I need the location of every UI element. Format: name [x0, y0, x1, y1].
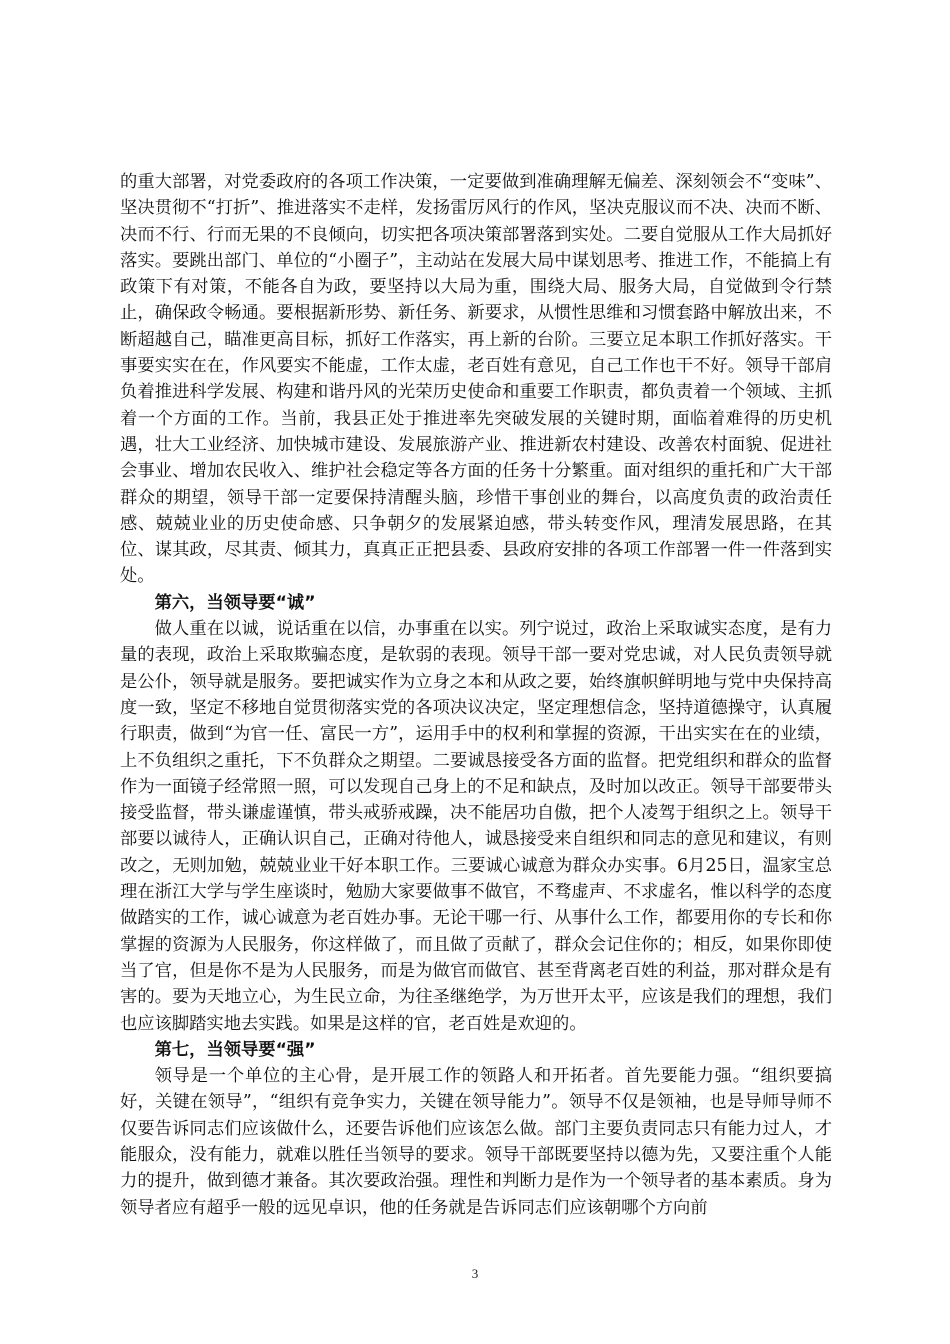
- body-paragraph-1: 的重大部署，对党委政府的各项工作决策，一定要做到准确理解无偏差、深刻领会不“变味”、坚决贯彻不“打折”、推进落实不走样，发扬雷厉风行的作风，坚决克服议而不决、决而不断、决而不行、行而无果的不良倾向，切实把各项决策部署落到实处。二要自觉服从工作大局抓好落实。要跳出部门、单位的“小圈子”，主动站在发展大局中谋划思考、推进工作，不能搞上有政策下有对策，不能各自为政，要坚持以大局为重，围绕大局、服务大局，自觉做到令行禁止，确保政令畅通。要根据新形势、新任务、新要求，从惯性思维和习惯套路中解放出来，不断超越自己，瞄准更高目标，抓好工作落实，再上新的台阶。三要立足本职工作抓好落实。干事要实实在在，作风要实不能虚，工作太虚，老百姓有意见，自己工作也干不好。领导干部肩负着推进科学发展、构建和谐丹风的光荣历史使命和重要工作职责，都负责着一个领域、主抓着一个方面的工作。当前，我县正处于推进率先突破发展的关键时期，面临着难得的历史机遇，壮大工业经济、加快城市建设、发展旅游产业、推进新农村建设、改善农村面貌、促进社会事业、增加农民收入、维护社会稳定等各方面的任务十分繁重。面对组织的重托和广大干部群众的期望，领导干部一定要保持清醒头脑，珍惜干事创业的舞台，以高度负责的政治责任感、兢兢业业的历史使命感、只争朝夕的发展紧迫感，带头转变作风，理清发展思路，在其位、谋其政，尽其责、倾其力，真真正正把县委、县政府安排的各项工作部署一件一件落到实处。: [120, 172, 832, 587]
- document-body: [120, 169, 832, 1221]
- section-heading-6: 第六，当领导要“诚”: [154, 592, 316, 613]
- section-heading-7: 第七，当领导要“强”: [154, 1039, 316, 1060]
- body-paragraph-3: 领导是一个单位的主心骨，是开展工作的领路人和开拓者。首先要能力强。“组织要搞好，关键在领导”，“组织有竞争实力，关键在领导能力”。领导不仅是领袖，也是导师导师不仅要告诉同志们应该做什么，还要告诉他们应该怎么做。部门主要负责同志只有能力过人，才能服众，没有能力，就难以胜任当领导的要求。领导干部既要坚持以德为先，又要注重个人能力的提升，做到德才兼备。其次要政治强。理性和判断力是作为一个领导者的基本素质。身为领导者应有超乎一般的远见卓识，他的任务就是告诉同志们应该朝哪个方向前: [120, 1066, 832, 1218]
- body-paragraph-2: 做人重在以诚，说话重在以信，办事重在以实。列宁说过，政治上采取诚实态度，是有力量的表现，政治上采取欺骗态度，是软弱的表现。领导干部一要对党忠诚，对人民负责领导就是公仆，领导就是服务。要把诚实作为立身之本和从政之要，始终旗帜鲜明地与党中央保持高度一致，坚定不移地自觉贯彻落实党的各项决议决定，坚定理想信念，坚持道德操守，认真履行职责，做到“为官一任、富民一方”，运用手中的权利和掌握的资源，干出实实在在的业绩，上不负组织之重托，下不负群众之期望。二要诚恳接受各方面的监督。把党组织和群众的监督作为一面镜子经常照一照，可以发现自己身上的不足和缺点，及时加以改正。领导干部要带头接受监督，带头谦虚谨慎，带头戒骄戒躁，决不能居功自傲，把个人凌驾于组织之上。领导干部要以诚待人，正确认识自己，正确对待他人，诚恳接受来自组织和同志的意见和建议，有则改之，无则加勉，兢兢业业干好本职工作。三要诚心诚意为群众办实事。6月25日，温家宝总理在浙江大学与学生座谈时，勉励大家要做事不做官，不骛虚声、不求虚名，惟以科学的态度做踏实的工作，诚心诚意为老百姓办事。无论干哪一行、从事什么工作，都要用你的专长和你掌握的资源为人民服务，你这样做了，而且做了贡献了，群众会记住你的；相反，如果你即使当了官，但是你不是为人民服务，而是为做官而做官、甚至背离老百姓的利益，那对群众是有害的。要为天地立心，为生民立命，为往圣继绝学，为万世开太平，应该是我们的理想，我们也应该脚踏实地去实践。如果是这样的官，老百姓是欢迎的。: [120, 619, 832, 1034]
- page-number: 3: [471, 1266, 479, 1281]
